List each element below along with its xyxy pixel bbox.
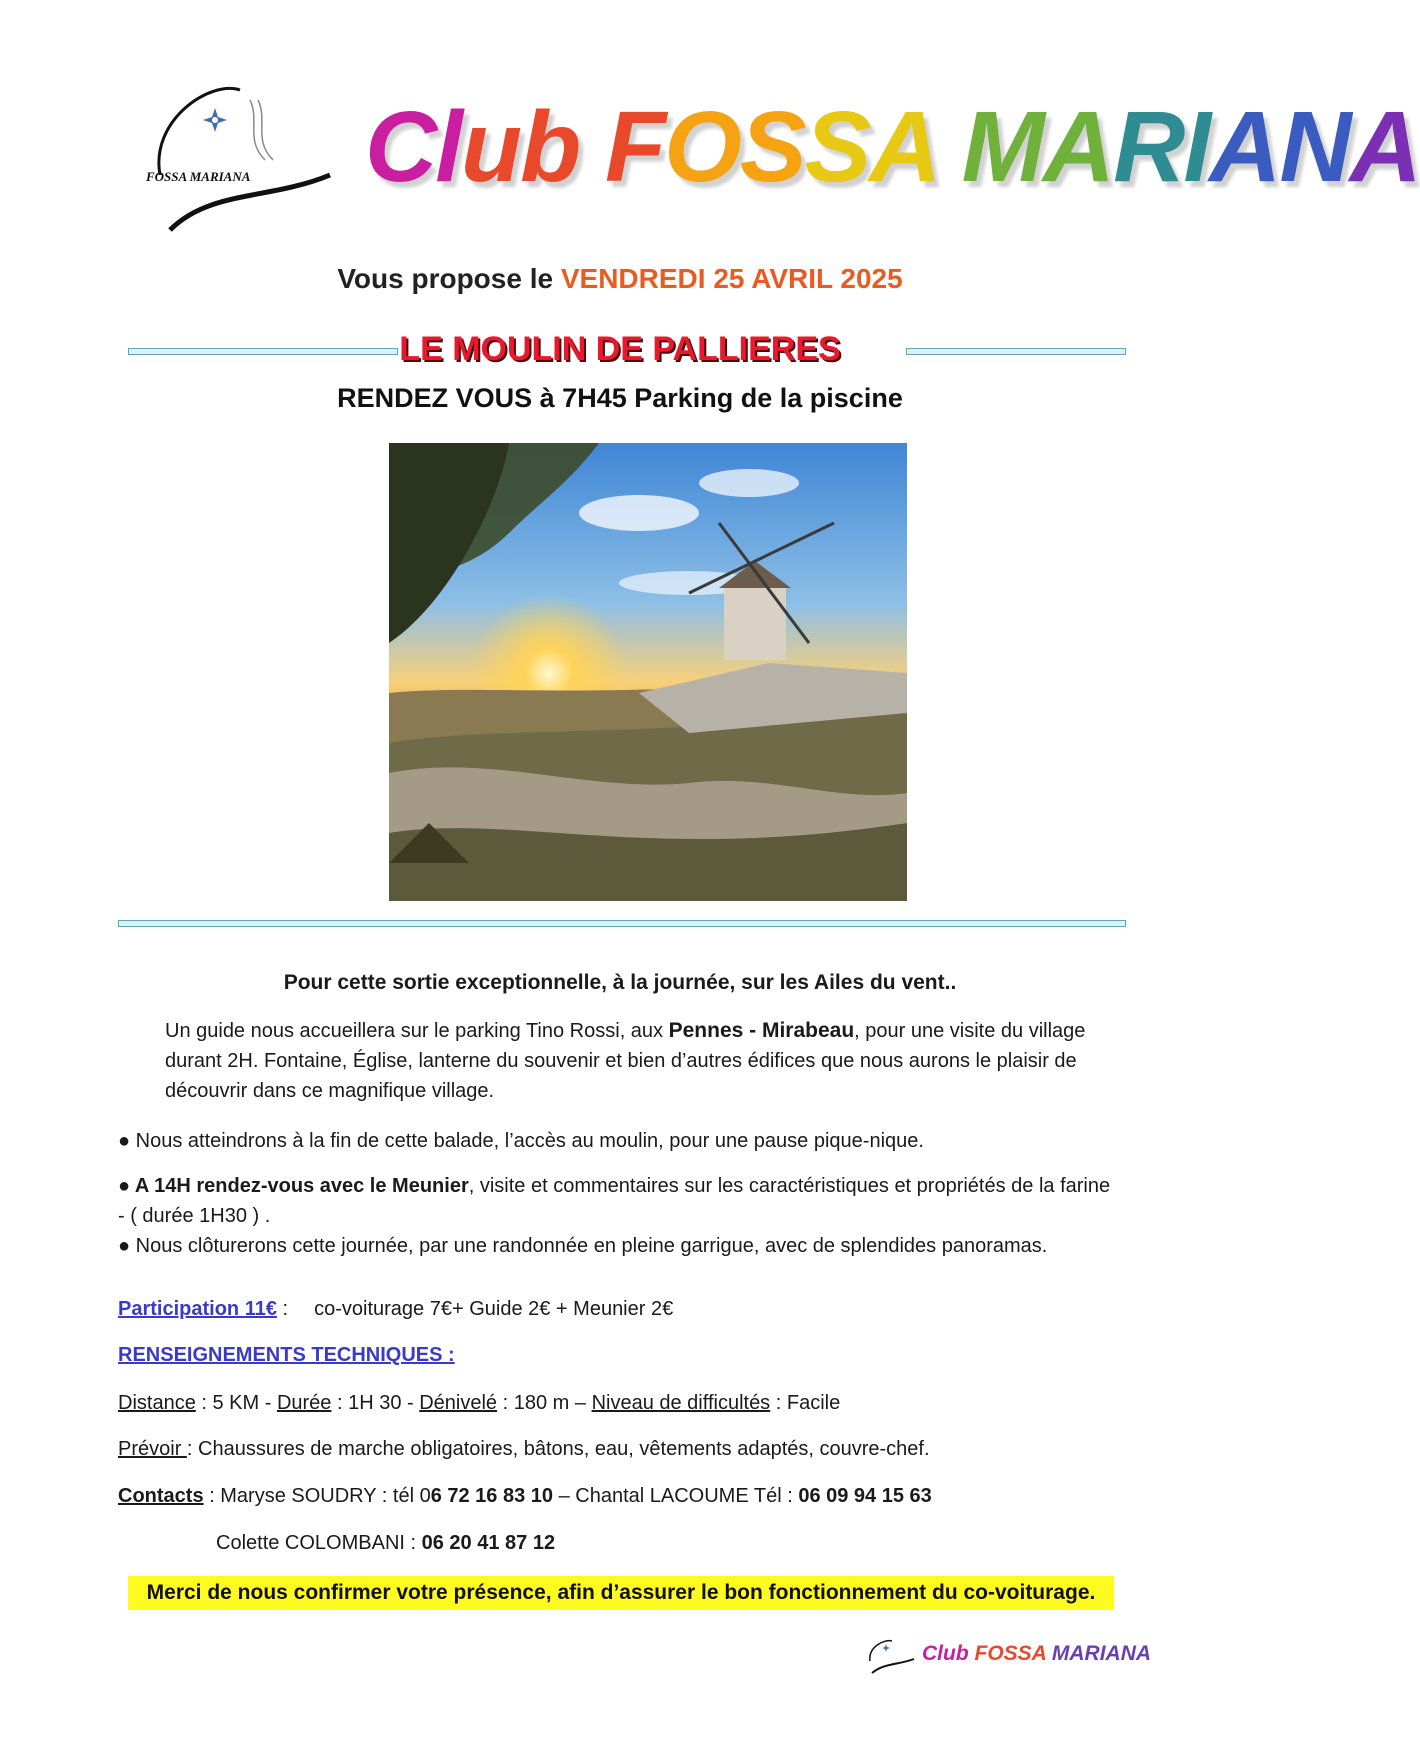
niveau-value: : Facile (770, 1392, 841, 1414)
contact-1-phone[interactable]: 6 72 16 83 10 (430, 1485, 554, 1507)
footer-title (922, 1642, 1151, 1666)
contact-2-phone[interactable]: 06 09 94 15 63 (798, 1485, 932, 1507)
title-letter: A (1349, 91, 1420, 203)
prevoir-text: : Chaussures de marche obligatoires, bâtons, eau, vêtements adaptés, couvre-chef. (186, 1438, 930, 1460)
bullet-meunier-rest: , visite et commentaires sur les caractéristiques et propriétés de la farine - ( durée 1H30 ) . (118, 1175, 1111, 1227)
contact-2-name: – Chantal LACOUME Tél : (553, 1485, 799, 1507)
title-letter: S (739, 91, 805, 203)
title-letter: I (1183, 91, 1210, 203)
title-letter: b (520, 91, 580, 203)
title-letter: R (1113, 91, 1184, 203)
contact-1-name: : Maryse SOUDRY : tél 0 (203, 1485, 431, 1507)
participation-details: co-voiturage 7€+ Guide 2€ + Meunier 2€ (314, 1298, 674, 1320)
denivele-value: : 180 m – (497, 1392, 592, 1414)
renseignements-heading (118, 1340, 1118, 1370)
title-letter: A (1042, 91, 1114, 203)
intro-line: Pour cette sortie exceptionnelle, à la journée, sur les Ailes du vent.. (283, 971, 957, 994)
title-letter: u (461, 91, 521, 203)
windmill-photo (389, 443, 907, 901)
title-letter (936, 91, 962, 203)
event-date: VENDREDI 25 AVRIL 2025 (560, 263, 903, 294)
title-letter: l (435, 91, 462, 203)
star-icon (203, 108, 227, 132)
distance-label: Distance (118, 1392, 196, 1414)
title-letter: A (1209, 91, 1280, 203)
bullet-meunier-bold: ● A 14H rendez-vous avec le Meunier (118, 1175, 469, 1197)
prevoir-line (118, 1434, 1118, 1464)
club-logo (146, 80, 335, 230)
event-title: LE MOULIN DE PALLIERES (399, 330, 841, 368)
contacts-label: Contacts (118, 1485, 204, 1507)
participation-sep: : (276, 1298, 289, 1320)
title-letter: O (664, 91, 740, 203)
footer-club: Club (922, 1642, 975, 1665)
guide-place: Pennes - Mirabeau (668, 1019, 855, 1042)
footer-fossa: FOSSA (974, 1642, 1047, 1665)
contact-3-name: Colette COLOMBANI : (216, 1532, 422, 1554)
confirm-banner: Merci de nous confirmer votre présence, afin d’assurer le bon fonctionnement du co-voiturage. (128, 1576, 1114, 1610)
guide-paragraph (165, 1016, 1095, 1106)
title-letter: C (365, 91, 436, 203)
participation-line (118, 1294, 1118, 1324)
denivele-label: Dénivelé (419, 1392, 498, 1414)
bullet-randonnee: ● Nous clôturerons cette journée, par une randonnée en pleine garrigue, avec de splendides panoramas. (118, 1235, 1048, 1257)
title-letter (579, 91, 605, 203)
contact-3-phone[interactable]: 06 20 41 87 12 (421, 1532, 556, 1554)
logo-text: FOSSA MARIANA (146, 169, 251, 184)
tech-details (118, 1388, 1118, 1418)
bullet-picnic: ● Nous atteindrons à la fin de cette balade, l’accès au moulin, pour une pause pique-nique. (118, 1130, 924, 1152)
title-letter: S (804, 91, 870, 203)
rendezvous-line: RENDEZ VOUS à 7H45 Parking de la piscine (337, 383, 903, 413)
bullet-meunier (118, 1171, 1118, 1231)
propose-line (0, 263, 1240, 295)
duree-value: : 1H 30 - (331, 1392, 420, 1414)
contacts-line-2 (216, 1528, 916, 1558)
propose-prefix: Vous propose le (337, 263, 561, 294)
star-icon (882, 1644, 890, 1652)
distance-value: : 5 KM - (195, 1392, 277, 1414)
renseignements-label: RENSEIGNEMENTS TECHNIQUES : (118, 1344, 455, 1366)
contacts-line (118, 1481, 1158, 1511)
divider-bottom (118, 920, 1126, 927)
duree-label: Durée (276, 1392, 332, 1414)
title-letter: N (1279, 91, 1350, 203)
title-letter: M (961, 91, 1043, 203)
footer-mariana: MARIANA (1046, 1642, 1152, 1665)
title-letter: A (869, 91, 936, 203)
guide-before: Un guide nous accueillera sur le parking Tino Rossi, aux (165, 1020, 669, 1042)
title-letter: F (605, 91, 665, 203)
prevoir-label: Prévoir (118, 1438, 187, 1460)
club-title (365, 91, 1420, 203)
guide-after: , pour une visite du village durant 2H. Fontaine, Église, lanterne du souvenir et bien d’autres édifices que nous aurons le plaisir de découvrir dans ce magnifique village. (165, 1020, 1086, 1102)
niveau-label: Niveau de difficultés (591, 1392, 771, 1414)
footer-logo (866, 1637, 916, 1675)
participation-label: Participation 11€ (118, 1298, 277, 1320)
